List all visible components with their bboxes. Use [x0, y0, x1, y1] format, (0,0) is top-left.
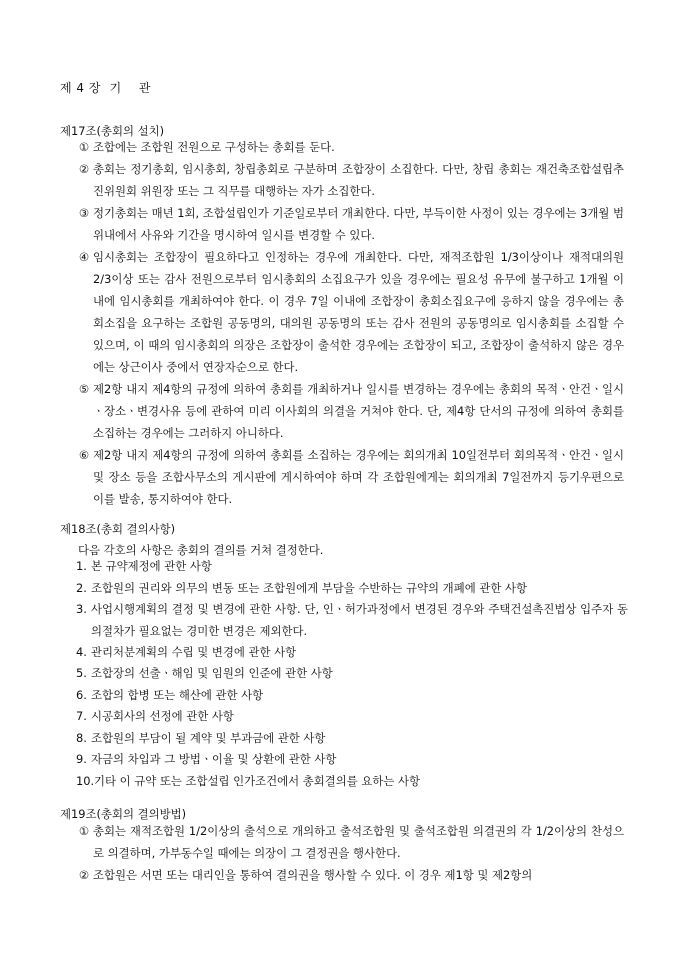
- item-number: 9.: [76, 752, 87, 766]
- para-number: ③: [78, 206, 90, 220]
- article-17-heading: 제17조(총회의 설치): [60, 124, 165, 138]
- article-18-item-6: [76, 685, 628, 707]
- item-text: 사업시행계획의 결정 및 변경에 관한 사항. 단, 인ㆍ허가과정에서 변경된 경우와 주택건설촉진법상 입주자 동의절차가 필요없는 경미한 변경은 제외한다.: [91, 602, 628, 638]
- item-number: 3.: [76, 602, 87, 616]
- article-17-para-3: [76, 202, 624, 246]
- article-19-para-2: [76, 864, 624, 886]
- item-number: 10.: [76, 774, 95, 788]
- article-19-heading: 제19조(총회의 결의방법): [60, 807, 187, 821]
- para-text: 정기총회는 매년 1회, 조합설립인가 기준일로부터 개최한다. 다만, 부득이한 사정이 있는 경우에는 3개월 범위내에서 사유와 기간을 명시하여 일시를 변경할 수 있다.: [93, 206, 624, 242]
- para-text: 임시총회는 조합장이 필요하다고 인정하는 경우에 개최한다. 다만, 재적조합원 1/3이상이나 재적대의원 2/3이상 또는 감사 전원으로부터 임시총회의 소집요구가 있을 경우에는 필요성 유무에 불구하고 1개월 이내에 임시총회를 개최하여야 한다. 이 경우 7일 이내에 조합장이 총회소집요구에 응하지 않을 경우에는 총회소집을 요구하는 조합원 공동명의, 대의원 공동명의 또는 감사 전원의 공동명의로 임시총회를 소집할 수 있으며, 이 때의 임시총회의 의장은 조합장이 출석한 경우에는 조합장이 되고, 조합장이 출석하지 않은 경우에는 상근이사 중에서 연장자순으로 한다.: [93, 250, 624, 374]
- item-number: 8.: [76, 731, 87, 745]
- article-18-item-2: [76, 578, 628, 600]
- item-text: 조합원의 부담이 될 계약 및 부과금에 관한 사항: [91, 731, 326, 745]
- para-text: 제2항 내지 제4항의 규정에 의하여 총회를 개최하거나 일시를 변경하는 경우에는 총회의 목적ㆍ안건ㆍ일시ㆍ장소ㆍ변경사유 등에 관하여 미리 이사회의 의결을 거쳐야 한다. 단, 제4항 단서의 규정에 의하여 총회를 소집하는 경우에는 그러하지 아니하다.: [93, 382, 624, 440]
- item-number: 7.: [76, 709, 87, 723]
- article-17-para-6: [76, 444, 624, 510]
- para-number: ①: [78, 824, 90, 838]
- article-18-item-5: [76, 663, 628, 685]
- item-text: 시공회사의 선정에 관한 사항: [91, 709, 234, 723]
- para-text: 조합원은 서면 또는 대리인을 통하여 결의권을 행사할 수 있다. 이 경우 제1항 및 제2항의: [93, 868, 533, 882]
- para-text: 조합에는 조합원 전원으로 구성하는 총회를 둔다.: [93, 140, 335, 154]
- article-17-para-1: [76, 136, 624, 158]
- article-18-item-1: [76, 556, 628, 578]
- item-text: 기타 이 규약 또는 조합설립 인가조건에서 총회결의를 요하는 사항: [94, 774, 421, 788]
- item-number: 2.: [76, 581, 87, 595]
- item-text: 자금의 차입과 그 방법ㆍ이율 및 상환에 관한 사항: [91, 752, 337, 766]
- article-17-para-4: [76, 246, 624, 378]
- article-18-item-10: [76, 771, 628, 793]
- para-number: ②: [78, 162, 90, 176]
- item-number: 6.: [76, 688, 87, 702]
- item-text: 조합의 합병 또는 해산에 관한 사항: [91, 688, 264, 702]
- article-19-para-1: [76, 820, 624, 864]
- article-18-intro: 다음 각호의 사항은 총회의 결의를 거쳐 결정한다.: [78, 543, 324, 557]
- article-17-para-5: [76, 378, 624, 444]
- para-number: ①: [78, 140, 90, 154]
- para-text: 총회는 정기총회, 임시총회, 창립총회로 구분하며 조합장이 소집한다. 다만, 창립 총회는 재건축조합설립추진위원회 위원장 또는 그 직무를 대행하는 자가 소집한다.: [93, 162, 624, 198]
- article-18-item-9: [76, 749, 628, 771]
- item-number: 1.: [76, 559, 87, 573]
- item-text: 본 규약제정에 관한 사항: [91, 559, 212, 573]
- article-18-item-4: [76, 642, 628, 664]
- item-number: 5.: [76, 666, 87, 680]
- para-number: ④: [78, 250, 90, 264]
- para-number: ⑤: [78, 382, 90, 396]
- article-18-item-8: [76, 728, 628, 750]
- item-number: 4.: [76, 645, 87, 659]
- para-number: ⑥: [78, 448, 90, 462]
- article-18-heading: 제18조(총회 결의사항): [60, 522, 176, 536]
- para-number: ②: [78, 868, 90, 882]
- article-17-para-2: [76, 158, 624, 202]
- para-text: 제2항 내지 제4항의 규정에 의하여 총회를 소집하는 경우에는 회의개최 10일전부터 회의목적ㆍ안건ㆍ일시 및 장소 등을 조합사무소의 게시판에 게시하여야 하며 각 조합원에게는 회의개최 7일전까지 등기우편으로 이를 발송, 통지하여야 한다.: [93, 448, 624, 506]
- article-18-item-3: [76, 599, 628, 642]
- item-text: 조합장의 선출ㆍ해임 및 임원의 인준에 관한 사항: [91, 666, 333, 680]
- para-text: 총회는 재적조합원 1/2이상의 출석으로 개의하고 출석조합원 및 출석조합원 의결권의 각 1/2이상의 찬성으로 의결하며, 가부동수일 때에는 의장이 그 결정권을 행사한다.: [93, 824, 624, 860]
- item-text: 관리처분계획의 수립 및 변경에 관한 사항: [91, 645, 297, 659]
- chapter-title: 제 4 장 기 관: [60, 81, 152, 95]
- item-text: 조합원의 권리와 의무의 변동 또는 조합원에게 부담을 수반하는 규약의 개폐에 관한 사항: [91, 581, 527, 595]
- article-18-item-7: [76, 706, 628, 728]
